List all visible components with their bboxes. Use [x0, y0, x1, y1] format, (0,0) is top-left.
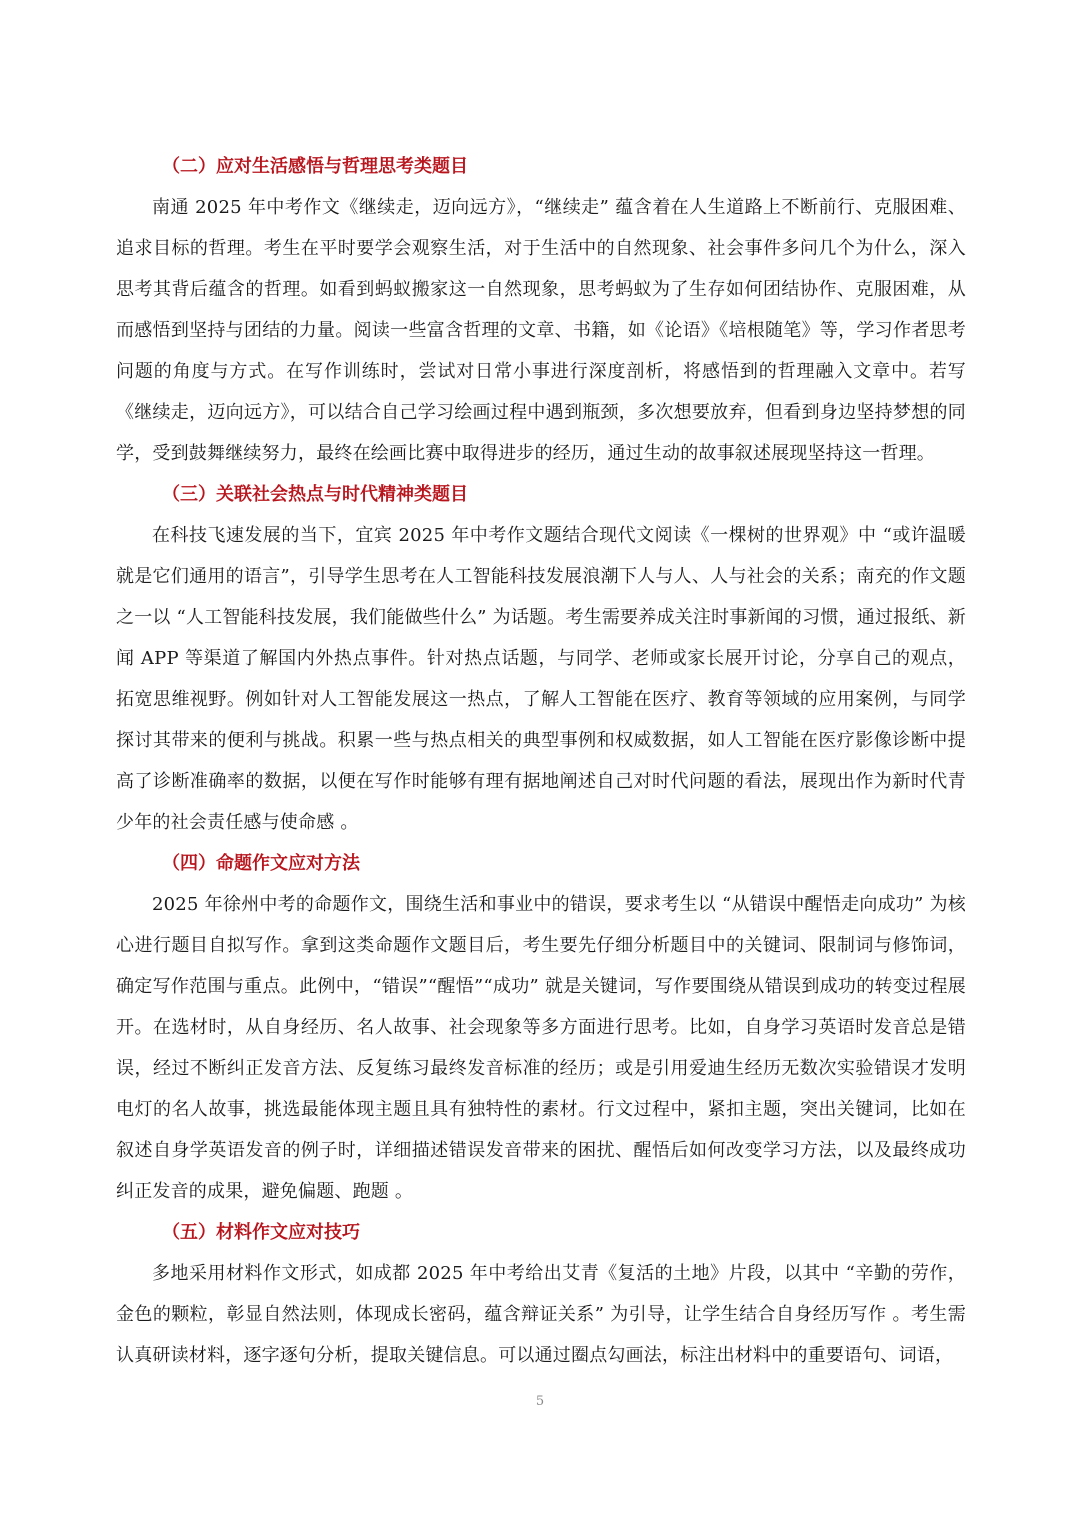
section-social-hotspots — [116, 474, 966, 843]
section-heading: （二）应对生活感悟与哲理思考类题目 — [162, 156, 468, 177]
section-heading: （四）命题作文应对方法 — [162, 853, 360, 874]
section-heading: （五）材料作文应对技巧 — [162, 1222, 360, 1243]
section-paragraph: 南通 2025 年中考作文《继续走，迈向远方》，“继续走” 蕴含着在人生道路上不断前行、克服困难、追求目标的哲理。考生在平时要学会观察生活，对于生活中的自然现象、社会事件多问几个为什么，深入思考其背后蕴含的哲理。如看到蚂蚁搬家这一自然现象，思考蚂蚁为了生存如何团结协作、克服困难，从而感悟到坚持与团结的力量。阅读一些富含哲理的文章、书籍，如《论语》《培根随笔》等，学习作者思考问题的角度与方式。在写作训练时，尝试对日常小事进行深度剖析，将感悟到的哲理融入文章中。若写《继续走，迈向远方》，可以结合自己学习绘画过程中遇到瓶颈，多次想要放弃，但看到身边坚持梦想的同学，受到鼓舞继续努力，最终在绘画比赛中取得进步的经历，通过生动的故事叙述展现坚持这一哲理。 — [116, 197, 966, 464]
section-heading: （三）关联社会热点与时代精神类题目 — [162, 484, 468, 505]
section-paragraph: 多地采用材料作文形式，如成都 2025 年中考给出艾青《复活的土地》片段，以其中 “辛勤的劳作，金色的颗粒，彰显自然法则，体现成长密码，蕴含辩证关系” 为引导，让学生结合自身经历写作 。考生需认真研读材料，逐字逐句分析，提取关键信息。可以通过圈点勾画法，标注出材料中的重要语句、词语， — [116, 1263, 966, 1366]
section-paragraph: 在科技飞速发展的当下，宜宾 2025 年中考作文题结合现代文阅读《一棵树的世界观》中 “或许温暖就是它们通用的语言”，引导学生思考在人工智能科技发展浪潮下人与人、人与社会的关系；南充的作文题之一以 “人工智能科技发展，我们能做些什么” 为话题。考生需要养成关注时事新闻的习惯，通过报纸、新闻 APP 等渠道了解国内外热点事件。针对热点话题，与同学、老师或家长展开讨论，分享自己的观点，拓宽思维视野。例如针对人工智能发展这一热点，了解人工智能在医疗、教育等领域的应用案例，与同学探讨其带来的便利与挑战。积累一些与热点相关的典型事例和权威数据，如人工智能在医疗影像诊断中提高了诊断准确率的数据，以便在写作时能够有理有据地阐述自己对时代问题的看法，展现出作为新时代青少年的社会责任感与使命感 。 — [116, 525, 966, 833]
section-proposition-essay — [116, 843, 966, 1212]
section-material-essay — [116, 1212, 966, 1376]
document-page — [116, 146, 966, 1376]
page-number: 5 — [535, 1394, 545, 1409]
section-life-philosophy — [116, 146, 966, 474]
section-paragraph: 2025 年徐州中考的命题作文，围绕生活和事业中的错误，要求考生以 “从错误中醒悟走向成功” 为核心进行题目自拟写作。拿到这类命题作文题目后，考生要先仔细分析题目中的关键词、限制词与修饰词，确定写作范围与重点。此例中，“错误”“醒悟”“成功” 就是关键词，写作要围绕从错误到成功的转变过程展开。在选材时，从自身经历、名人故事、社会现象等多方面进行思考。比如，自身学习英语时发音总是错误，经过不断纠正发音方法、反复练习最终发音标准的经历；或是引用爱迪生经历无数次实验错误才发明电灯的名人故事，挑选最能体现主题且具有独特性的素材。行文过程中，紧扣主题，突出关键词，比如在叙述自身学英语发音的例子时，详细描述错误发音带来的困扰、醒悟后如何改变学习方法，以及最终成功纠正发音的成果，避免偏题、跑题 。 — [116, 894, 966, 1202]
